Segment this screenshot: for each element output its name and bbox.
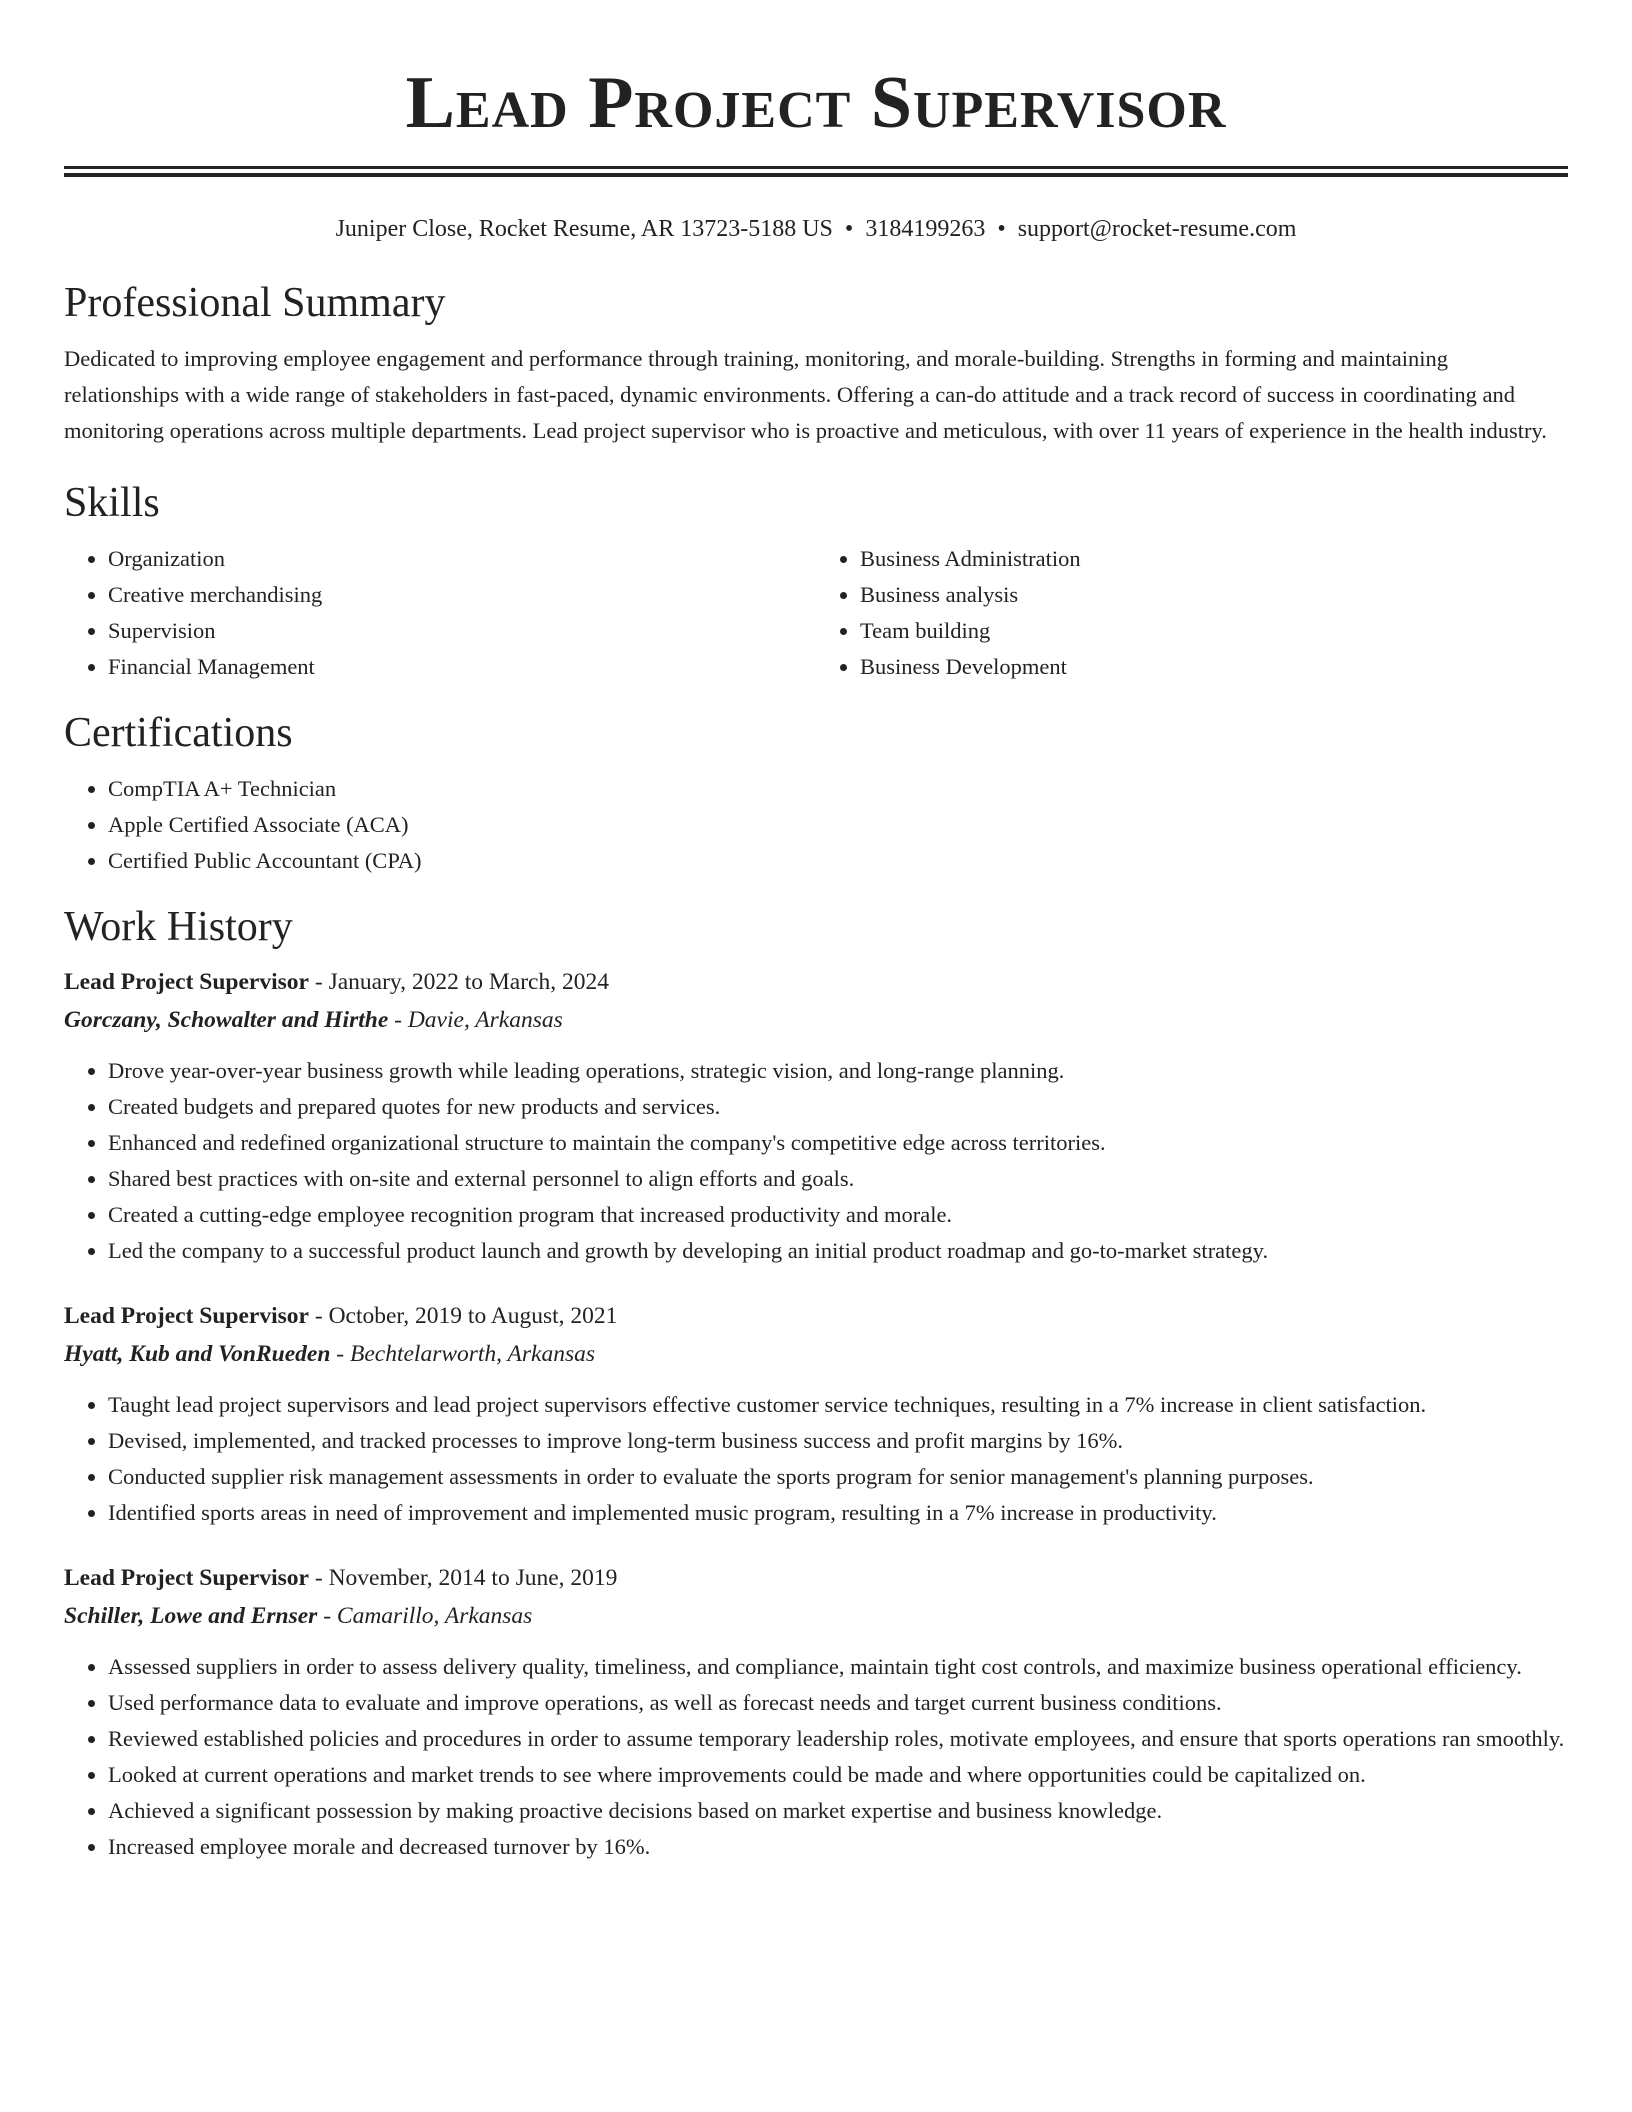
job-company-line bbox=[64, 1597, 1568, 1635]
job-bullet: • Drove year-over-year business growth while leading operations, strategic vision, and long-range planning. bbox=[108, 1053, 1568, 1089]
skill-item: • Financial Management bbox=[108, 649, 816, 685]
skill-item: • Team building bbox=[860, 613, 1568, 649]
job-bullet: • Taught lead project supervisors and lead project supervisors effective customer service techniques, resulting in a 7% increase in client satisfaction. bbox=[108, 1387, 1568, 1423]
job-dash: - bbox=[308, 969, 329, 995]
job-bullet: • Assessed suppliers in order to assess delivery quality, timeliness, and compliance, maintain tight cost controls, and maximize business operational efficiency. bbox=[108, 1649, 1568, 1685]
job-bullet: • Created a cutting-edge employee recognition program that increased productivity and morale. bbox=[108, 1197, 1568, 1233]
job-dash: - bbox=[330, 1341, 350, 1367]
job-title: Lead Project Supervisor bbox=[64, 969, 309, 995]
job-bullet: • Enhanced and redefined organizational structure to maintain the company's competitive edge across territories. bbox=[108, 1125, 1568, 1161]
skills-column-right bbox=[816, 541, 1568, 685]
job-entry bbox=[64, 963, 1568, 1269]
job-location: Bechtelarworth, Arkansas bbox=[349, 1341, 595, 1367]
job-company: Hyatt, Kub and VonRueden bbox=[64, 1341, 331, 1367]
certifications-list bbox=[64, 771, 1568, 879]
skill-item: • Supervision bbox=[108, 613, 816, 649]
job-bullet: • Used performance data to evaluate and improve operations, as well as forecast needs and target current business conditions. bbox=[108, 1685, 1568, 1721]
job-title-line bbox=[64, 963, 1568, 1001]
certification-item: • CompTIA A+ Technician bbox=[108, 771, 1568, 807]
contact-phone: 3184199263 bbox=[865, 216, 986, 242]
job-location: Davie, Arkansas bbox=[407, 1007, 563, 1033]
job-bullet: • Created budgets and prepared quotes for new products and services. bbox=[108, 1089, 1568, 1125]
skill-item: • Organization bbox=[108, 541, 816, 577]
job-dates: October, 2019 to August, 2021 bbox=[328, 1303, 618, 1329]
job-company-line bbox=[64, 1001, 1568, 1039]
job-company: Gorczany, Schowalter and Hirthe bbox=[64, 1007, 389, 1033]
skills-heading: Skills bbox=[64, 480, 160, 526]
summary-heading: Professional Summary bbox=[64, 280, 446, 326]
skills-column-left bbox=[64, 541, 816, 685]
certification-item: • Apple Certified Associate (ACA) bbox=[108, 807, 1568, 843]
job-bullet: • Devised, implemented, and tracked processes to improve long-term business success and profit margins by 16%. bbox=[108, 1423, 1568, 1459]
contact-address: Juniper Close, Rocket Resume, AR 13723-5188 US bbox=[335, 216, 833, 242]
job-bullet: • Shared best practices with on-site and external personnel to align efforts and goals. bbox=[108, 1161, 1568, 1197]
job-bullets bbox=[64, 1387, 1568, 1531]
skill-item: • Creative merchandising bbox=[108, 577, 816, 613]
job-title: Lead Project Supervisor bbox=[64, 1565, 309, 1591]
job-dates: November, 2014 to June, 2019 bbox=[328, 1565, 618, 1591]
job-bullet: • Led the company to a successful product launch and growth by developing an initial product roadmap and go-to-market strategy. bbox=[108, 1233, 1568, 1269]
job-company-line bbox=[64, 1335, 1568, 1373]
skills-list bbox=[64, 541, 1568, 685]
contact-line bbox=[64, 213, 1568, 245]
contact-separator: • bbox=[844, 216, 854, 242]
job-title: Lead Project Supervisor bbox=[64, 1303, 309, 1329]
job-bullet: • Looked at current operations and market trends to see where improvements could be made and where opportunities could be capitalized on. bbox=[108, 1757, 1568, 1793]
job-entry bbox=[64, 1297, 1568, 1531]
job-dash: - bbox=[308, 1303, 329, 1329]
certifications-heading: Certifications bbox=[64, 710, 293, 756]
title-divider bbox=[64, 166, 1568, 177]
work-history-heading: Work History bbox=[64, 904, 293, 950]
job-bullet: • Conducted supplier risk management assessments in order to evaluate the sports program for senior management's planning purposes. bbox=[108, 1459, 1568, 1495]
contact-separator: • bbox=[997, 216, 1006, 242]
job-dash: - bbox=[308, 1565, 329, 1591]
job-dates: January, 2022 to March, 2024 bbox=[328, 969, 609, 995]
job-entry bbox=[64, 1559, 1568, 1865]
resume-title: Lead Project Supervisor bbox=[405, 62, 1227, 144]
job-bullet: • Identified sports areas in need of improvement and implemented music program, resulting in a 7% increase in productivity. bbox=[108, 1495, 1568, 1531]
job-bullet: • Achieved a significant possession by making proactive decisions based on market expertise and business knowledge. bbox=[108, 1793, 1568, 1829]
job-title-line bbox=[64, 1559, 1568, 1597]
summary-text: Dedicated to improving employee engagement and performance through training, monitoring, and morale-building. Strengths in forming and maintaining relationships with a wide range of stakeholders in fast-paced, dynamic environments. Offering a can-do attitude and a track record of success in coordinating and monitoring operations across multiple departments. Lead project supervisor who is proactive and meticulous, with over 11 years of experience in the health industry. bbox=[64, 346, 1547, 443]
job-bullets bbox=[64, 1053, 1568, 1269]
certification-item: • Certified Public Accountant (CPA) bbox=[108, 843, 1568, 879]
job-location: Camarillo, Arkansas bbox=[336, 1603, 533, 1629]
job-bullet: • Reviewed established policies and procedures in order to assume temporary leadership roles, motivate employees, and ensure that sports operations ran smoothly. bbox=[108, 1721, 1568, 1757]
skill-item: • Business Development bbox=[860, 649, 1568, 685]
job-bullets bbox=[64, 1649, 1568, 1865]
skill-item: • Business analysis bbox=[860, 577, 1568, 613]
job-bullet: • Increased employee morale and decreased turnover by 16%. bbox=[108, 1829, 1568, 1865]
job-title-line bbox=[64, 1297, 1568, 1335]
contact-email[interactable]: support@rocket-resume.com bbox=[1017, 216, 1297, 242]
job-dash: - bbox=[388, 1007, 408, 1033]
skill-item: • Business Administration bbox=[860, 541, 1568, 577]
job-company: Schiller, Lowe and Ernser bbox=[64, 1603, 318, 1629]
job-dash: - bbox=[317, 1603, 337, 1629]
